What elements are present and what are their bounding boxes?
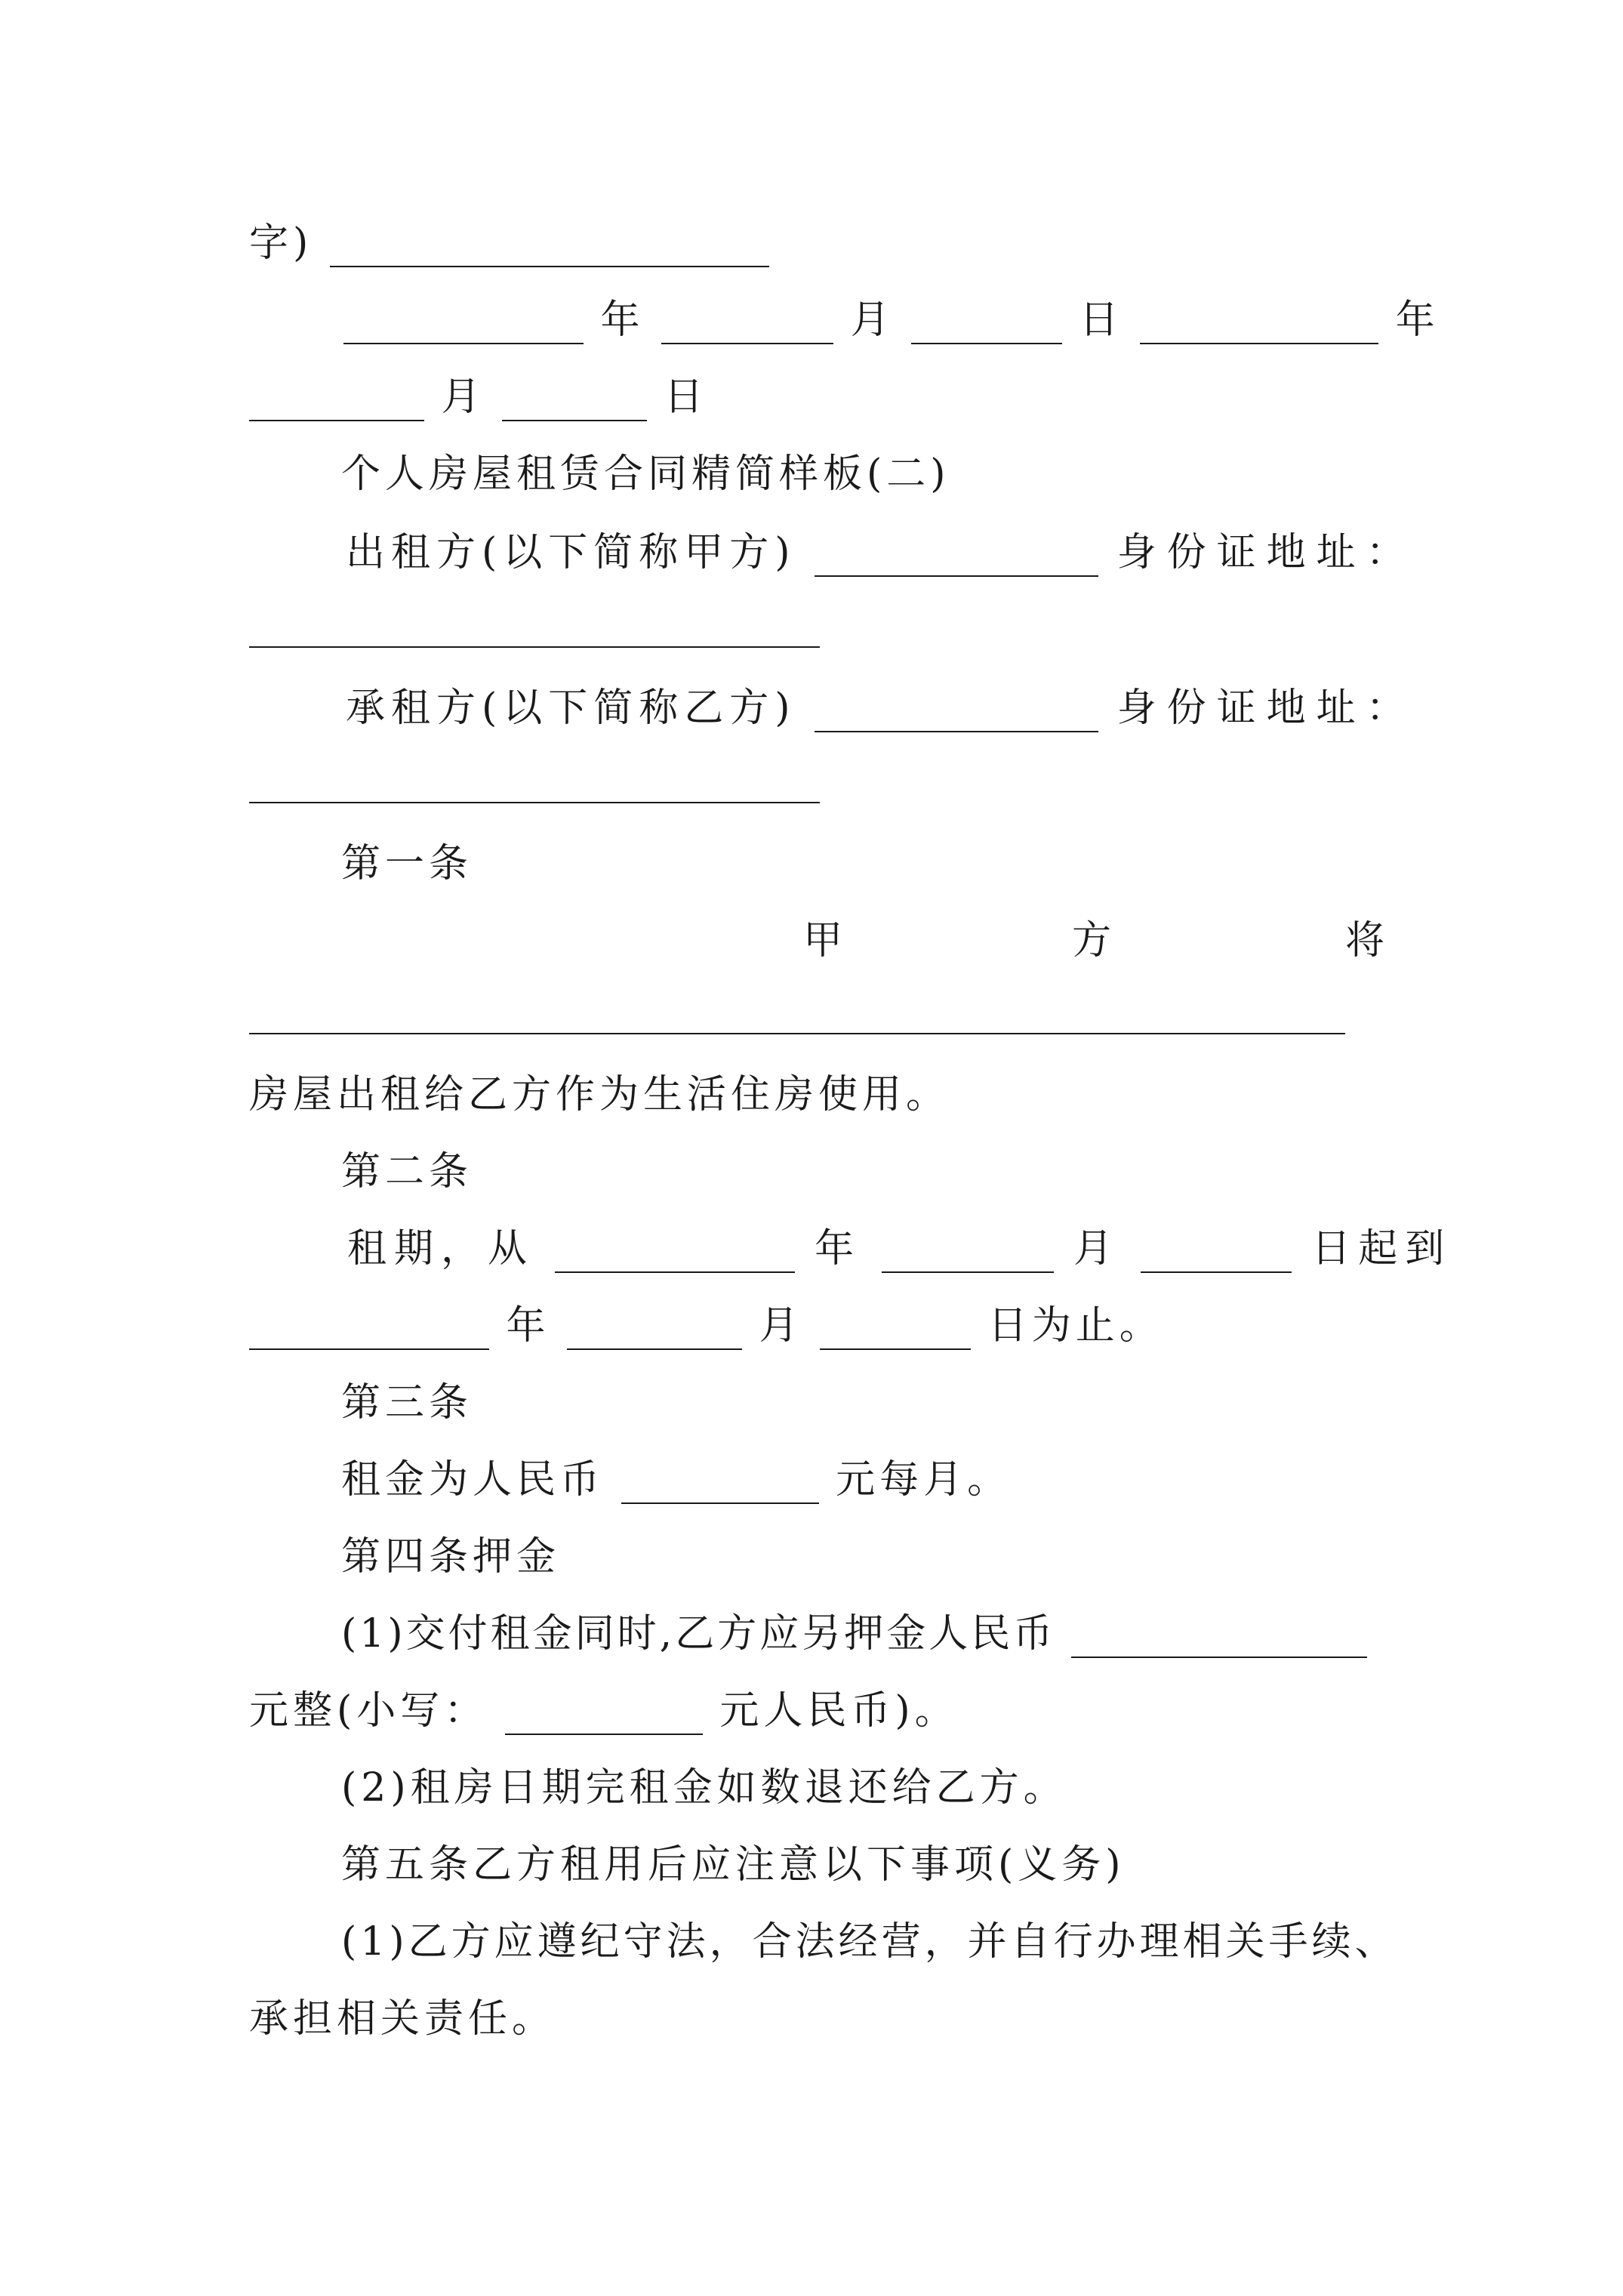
- article-5-text: 承担相关责任。: [249, 1996, 556, 2042]
- text-fragment: 租期，从: [347, 1226, 535, 1271]
- lessor-line: [346, 529, 1416, 577]
- article-1-text: 房屋出租给乙方作为生活住房使用。: [249, 1072, 950, 1117]
- start-year-blank[interactable]: [555, 1234, 795, 1273]
- article-5-text: (1)乙方应遵纪守法，合法经营，并自行办理相关手续、: [341, 1919, 1398, 1965]
- lessor-label: 出租方(以下简称甲方): [346, 530, 796, 575]
- document-title: 个人房屋租赁合同精简样板(二): [341, 451, 950, 497]
- article-2-heading: 第二条: [341, 1149, 473, 1194]
- article-1-heading: 第一条: [341, 841, 473, 886]
- day-blank[interactable]: [911, 305, 1062, 344]
- text-fragment: 将: [1345, 918, 1385, 963]
- year-blank[interactable]: [343, 305, 584, 344]
- year-blank[interactable]: [1140, 305, 1378, 344]
- text-fragment: 元整(小写：: [249, 1688, 488, 1734]
- month-label: 月: [759, 1303, 803, 1348]
- start-month-blank[interactable]: [882, 1234, 1054, 1273]
- lease-term-line: [249, 1302, 1163, 1350]
- text-fragment: 字): [249, 220, 313, 266]
- date-line: [343, 296, 1440, 344]
- deposit-figure-blank[interactable]: [505, 1696, 703, 1735]
- month-label: 月: [1073, 1226, 1121, 1271]
- text-fragment: 元每月。: [836, 1457, 1012, 1502]
- lessor-name-blank[interactable]: [815, 538, 1098, 577]
- deposit-line: [341, 1610, 1367, 1658]
- end-month-blank[interactable]: [567, 1311, 742, 1350]
- text-fragment: 元人民币)。: [719, 1688, 959, 1734]
- lessee-id-label: 身份证地址：: [1116, 686, 1416, 731]
- month-blank[interactable]: [661, 305, 833, 344]
- lessee-name-blank[interactable]: [815, 693, 1098, 732]
- deposit-refund-text: (2)租房日期完租金如数退还给乙方。: [341, 1765, 1067, 1811]
- deposit-amount-blank[interactable]: [1071, 1619, 1367, 1658]
- lessee-label: 承租方(以下简称乙方): [346, 686, 796, 731]
- text-fragment: 租金为人民币: [341, 1457, 605, 1502]
- text-fragment: (1)交付租金同时,乙方应另押金人民币: [341, 1611, 1056, 1657]
- day-blank[interactable]: [502, 382, 647, 421]
- lessee-line: [346, 684, 1416, 732]
- year-label: 年: [1395, 297, 1440, 343]
- month-label: 月: [850, 297, 895, 343]
- end-year-blank[interactable]: [249, 1311, 489, 1350]
- text-fragment: 甲: [803, 918, 843, 963]
- text-fragment: 日起到: [1311, 1226, 1452, 1271]
- day-label: 日: [1079, 297, 1123, 343]
- year-label: 年: [600, 297, 645, 343]
- text-line: [249, 219, 769, 267]
- day-label: 日: [664, 374, 708, 420]
- article-3-heading: 第三条: [341, 1380, 473, 1425]
- property-address-blank[interactable]: [249, 1033, 1345, 1034]
- end-day-blank[interactable]: [820, 1311, 971, 1350]
- lessor-address-blank[interactable]: [249, 646, 820, 648]
- article-4-heading: 第四条押金: [341, 1534, 561, 1579]
- rent-amount-blank[interactable]: [621, 1465, 819, 1504]
- article-5-heading: 第五条乙方租用后应注意以下事项(义务): [341, 1842, 1126, 1888]
- month-blank[interactable]: [249, 382, 424, 421]
- fill-in-blank[interactable]: [330, 228, 769, 267]
- date-line: [249, 373, 708, 421]
- year-label: 年: [815, 1226, 862, 1271]
- year-label: 年: [506, 1303, 550, 1348]
- lessor-id-label: 身份证地址：: [1116, 530, 1416, 575]
- month-label: 月: [441, 374, 485, 420]
- text-fragment: 日为止。: [987, 1303, 1163, 1348]
- start-day-blank[interactable]: [1141, 1234, 1292, 1273]
- lessee-address-blank[interactable]: [249, 802, 820, 803]
- rent-line: [341, 1456, 1011, 1504]
- text-fragment: 方: [1072, 918, 1112, 963]
- lease-term-line: [347, 1225, 1452, 1273]
- deposit-line: [249, 1687, 959, 1735]
